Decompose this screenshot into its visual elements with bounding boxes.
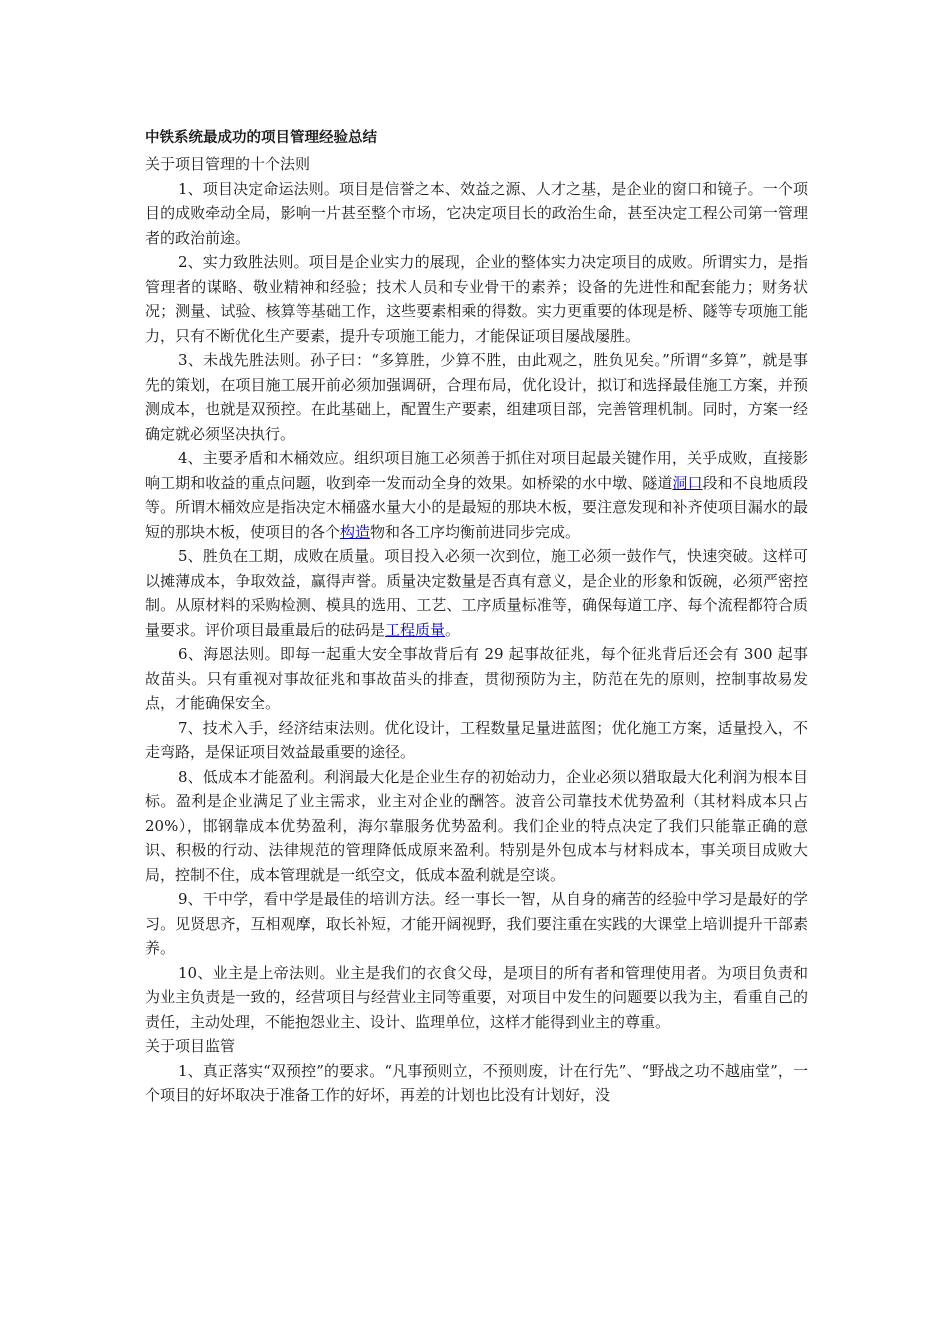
- paragraph-2: 2、实力致胜法则。项目是企业实力的展现，企业的整体实力决定项目的成败。所谓实力，是指管理者的谋略、敬业精神和经验；技术人员和专业骨干的素养；设备的先进性和配套能力；财务状况；测量、试验、核算等基础工作，这些要素相乘的得数。实力更重要的体现是桥、隧等专项施工能力，只有不断优化生产要素，提升专项施工能力，才能保证项目屡战屡胜。: [145, 253, 808, 345]
- document-page: [145, 128, 808, 1108]
- link-gongcheng-zhiliang[interactable]: 工程质量: [385, 620, 446, 639]
- paragraph-7: 7、技术入手，经济结束法则。优化设计，工程数量足量进蓝图；优化施工方案，适量投入，不走弯路，是保证项目效益最重要的途径。: [145, 718, 808, 761]
- link-dongkou[interactable]: 洞口: [672, 473, 703, 492]
- paragraph-6: 6、海恩法则。即每一起重大安全事故背后有 29 起事故征兆，每个征兆背后还会有 300 起事故苗头。只有重视对事故征兆和事故苗头的排查，贯彻预防为主，防范在先的原则，控制事故易发点，才能确保安全。: [145, 645, 808, 712]
- paragraph-1: 1、项目决定命运法则。项目是信誉之本、效益之源、人才之基，是企业的窗口和镜子。一个项目的成败牵动全局，影响一片甚至整个市场，它决定项目长的政治生命，甚至决定工程公司第一管理者的政治前途。: [145, 179, 808, 247]
- document-title: 中铁系统最成功的项目管理经验总结: [145, 130, 377, 146]
- paragraph-5-text-b: 。: [445, 620, 461, 639]
- paragraph-8: 8、低成本才能盈利。利润最大化是企业生存的初始动力，企业必须以猎取最大化利润为根本目标。盈利是企业满足了业主需求，业主对企业的酬答。波音公司靠技术优势盈利（其材料成本只占 20%），邯钢靠成本优势盈利，海尔靠服务优势盈利。我们企业的特点决定了我们只能靠正确的意识、积极的行动、法律规范的管理降低成原来盈利。特别是外包成本与材料成本，事关项目成败大局，控制不住，成本管理就是一纸空文，低成本盈利就是空谈。: [145, 767, 808, 884]
- paragraph-11: 1、真正落实“双预控”的要求。“凡事预则立，不预则废，计在行先”、“野战之功不越庙堂”，一个项目的好坏取决于准备工作的好坏，再差的计划也比没有计划好，没: [145, 1061, 808, 1104]
- paragraph-5-text-a: 5、胜负在工期，成败在质量。项目投入必须一次到位，施工必须一鼓作气，快速突破。这样可以摊薄成本，争取效益，赢得声誉。质量决定数量是否真有意义，是企业的形象和饭碗，必须严密控制。从原材料的采购检测、模具的选用、工艺、工序质量标准等，确保每道工序、每个流程都符合质量要求。评价项目最重最后的砝码是: [145, 547, 808, 639]
- section-heading-rules: 关于项目管理的十个法则: [145, 155, 311, 173]
- paragraph-4: [145, 446, 808, 544]
- section-heading-supervision: 关于项目监管: [145, 1037, 236, 1055]
- paragraph-4-text-a: 4、主要矛盾和木桶效应。组织项目施工必须善于抓住对项目起最关键作用，关乎成败，直接影响工期和收益的重点问题，收到牵一发而动全身的效果。如桥梁的水中墩、隧道: [145, 449, 808, 492]
- paragraph-9: 9、干中学，看中学是最佳的培训方法。经一事长一智，从自身的痛苦的经验中学习是最好的学习。见贤思齐，互相观摩，取长补短，才能开阔视野，我们要注重在实践的大课堂上培训提升干部素养。: [145, 890, 808, 957]
- paragraph-4-text-c: 物和各工序均衡前进同步完成。: [370, 522, 581, 541]
- paragraph-10: 10、业主是上帝法则。业主是我们的衣食父母，是项目的所有者和管理使用者。为项目负责和为业主负责是一致的，经营项目与经营业主同等重要，对项目中发生的问题要以我为主，看重自己的责任，主动处理，不能抱怨业主、设计、监理单位，这样才能得到业主的尊重。: [145, 963, 808, 1031]
- paragraph-5: [145, 544, 808, 642]
- paragraph-3: 3、未战先胜法则。孙子曰：“多算胜，少算不胜，由此观之，胜负见矣。”所谓“多算”，就是事先的策划，在项目施工展开前必须加强调研，合理布局，优化设计，拟订和选择最佳施工方案，并预测成本，也就是双预控。在此基础上，配置生产要素，组建项目部，完善管理机制。同时，方案一经确定就必须坚决执行。: [145, 351, 808, 443]
- paragraph-4-text-b: 段和不良地质段等。所谓木桶效应是指决定木桶盛水量大小的是最短的那块木板，要注意发现和补齐使项目漏水的最短的那块木板，使项目的各个: [145, 473, 808, 541]
- link-gouzao[interactable]: 构造: [340, 522, 371, 541]
